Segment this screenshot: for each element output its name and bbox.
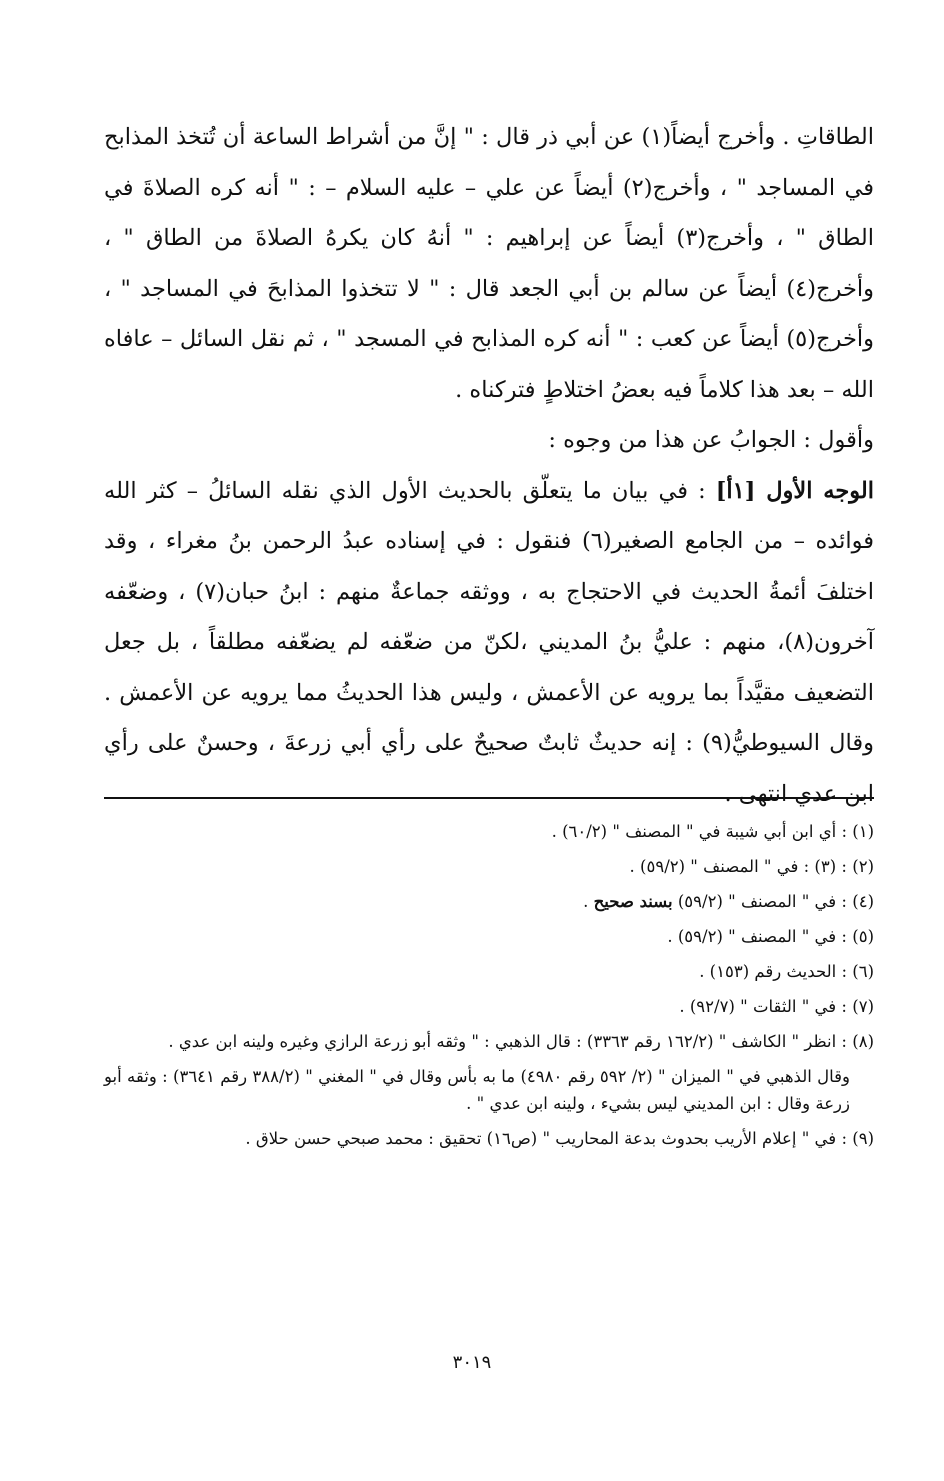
paragraph-text: وأقول : الجوابُ عن هذا من وجوه : — [548, 427, 874, 453]
footnote-2 — [104, 853, 874, 880]
footnote-4 — [104, 923, 874, 950]
footnote-text: (٧) : في " الثقات " (٩٢/٧) . — [679, 997, 874, 1016]
main-text — [104, 112, 874, 819]
footnote-text: وقال الذهبي في " الميزان " (٢/ ٥٩٢ رقم ٤٩٨٠) ما به بأس وقال في " المغني " (٣٨٨/٢ رقم ٣٦٤١) : وثقه أبو زرعة وقال : ابن المديني ليس بشيء ، ولينه ابن عدي " . — [104, 1067, 851, 1113]
footnote-7 — [104, 1028, 874, 1055]
footnote-1 — [104, 818, 874, 845]
footnote-8 — [104, 1125, 874, 1152]
footnote-text: (٦) : الحديث رقم (١٥٣) . — [699, 962, 874, 981]
footnote-3 — [104, 888, 874, 915]
footnotes — [104, 818, 874, 1160]
footnote-emphasis: بسند صحيح — [593, 892, 673, 911]
footnote-tail: . — [583, 892, 594, 911]
footnote-text: (٢) : (٣) : في " المصنف " (٥٩/٢) . — [629, 857, 874, 876]
paragraph-2 — [104, 415, 874, 466]
paragraph-lead: الوجه الأول [١أ] — [715, 477, 874, 504]
paragraph-1 — [104, 112, 874, 415]
footnote-text: (١) : أي ابن أبي شيبة في " المصنف " (٦٠/٢) . — [551, 822, 874, 841]
footnote-5 — [104, 958, 874, 985]
footnote-text: (٩) : في " إعلام الأريب بحدوث بدعة المحاريب " (ص١٦) تحقيق : محمد صبحي حسن حلاق . — [245, 1129, 874, 1148]
page-number: ٣٠١٩ — [452, 1352, 492, 1373]
footnote-6 — [104, 993, 874, 1020]
footnote-divider — [104, 797, 874, 799]
paragraph-text: : في بيان ما يتعلّق بالحديث الأول الذي نقله السائلُ – كثر الله فوائده – من الجامع الصغير(٦) فنقول : في إسناده عبدُ الرحمن بنُ مغراء ، وقد اختلفَ أئمةُ الحديث في الاحتجاج به ، ووثقه جماعةٌ منهم : ابنُ حبان(٧) ، وضعّفه آخرون(٨)، منهم : عليُّ بنُ المديني ،لكنّ من ضعّفه لم يضعّفه مطلقاً ، بل جعل التضعيف مقيَّداً بما يرويه عن الأعمش ، وليس هذا الحديثُ مما يرويه عن الأعمش . وقال السيوطيُّ(٩) : إنه حديثٌ ثابتٌ صحيحٌ على رأي أبي زرعةَ ، وحسنٌ على رأي ابن عدي انتهى . — [104, 477, 875, 807]
paragraph-3 — [104, 466, 874, 820]
footnote-7-continuation — [104, 1063, 874, 1117]
footnote-text: (٨) : انظر " الكاشف " (١٦٢/٢ رقم ٣٣٦٣) : قال الذهبي : " وثقه أبو زرعة الرازي وغيره ولينه ابن عدي . — [168, 1032, 874, 1051]
paragraph-text: الطاقاتِ . وأخرج أيضاً(١) عن أبي ذر قال : " إنَّ من أشراط الساعة أن تُتخذ المذابح في المساجد " ، وأخرج(٢) أيضاً عن علي – عليه السلام – : " أنه كره الصلاةَ في الطاق " ، وأخرج(٣) أيضاً عن إبراهيم : " أنهُ كان يكرهُ الصلاةَ من الطاق " ، وأخرج(٤) أيضاً عن سالم بن أبي الجعد قال : " لا تتخذوا المذابحَ في المساجد " ، وأخرج(٥) أيضاً عن كعب : " أنه كره المذابح في المسجد " ، ثم نقل السائل – عافاه الله – بعد هذا كلاماً فيه بعضُ اختلاطٍ فتركناه . — [104, 124, 875, 403]
footnote-text: (٥) : في " المصنف " (٥٩/٢) . — [667, 927, 874, 946]
footnote-text: (٤) : في " المصنف " (٥٩/٢) — [672, 892, 874, 911]
